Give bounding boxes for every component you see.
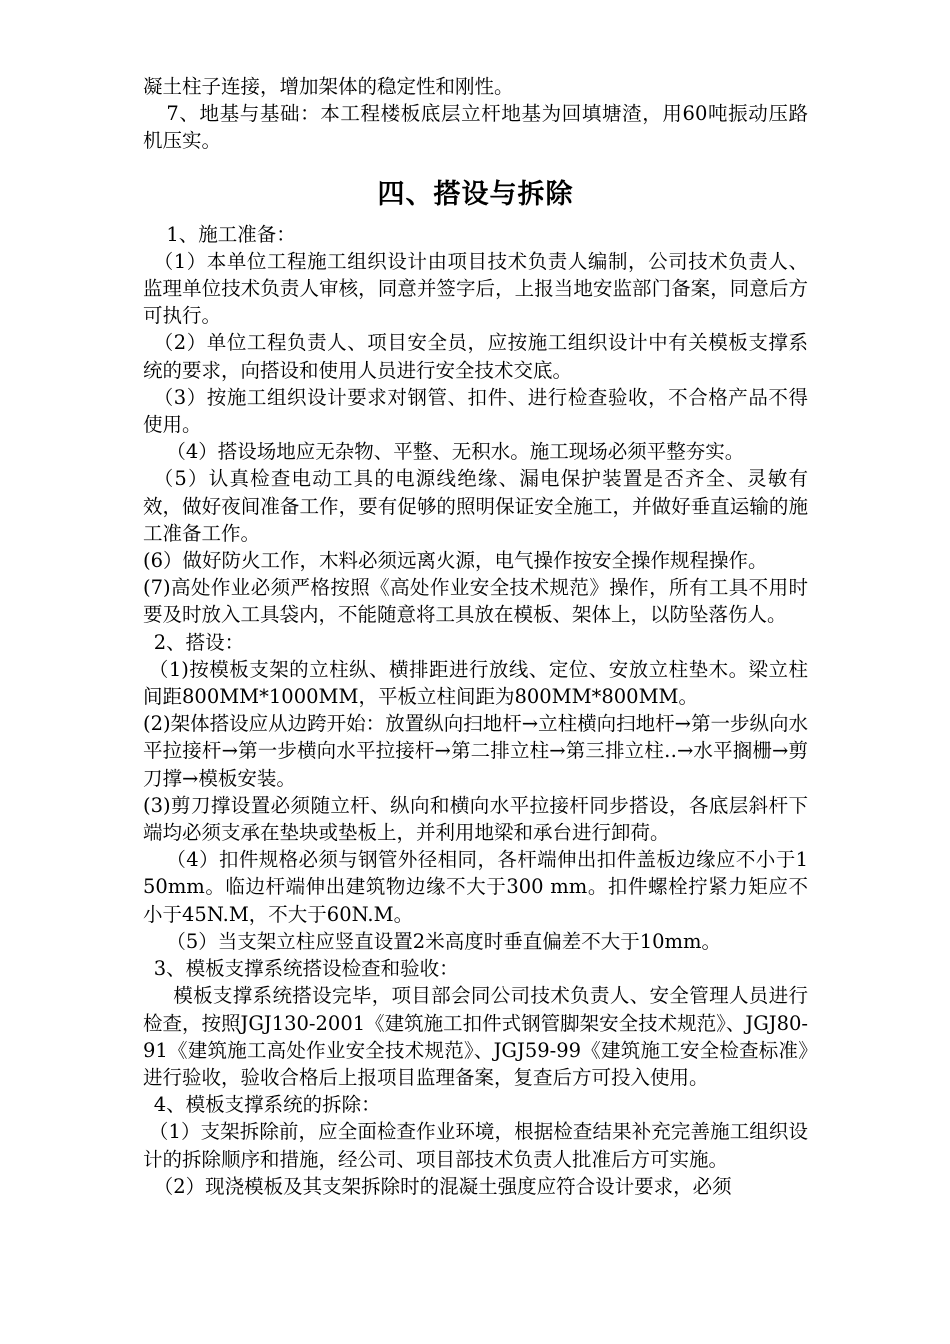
erect-item-1: （1)按模板支架的立柱纵、横排距进行放线、定位、安放立柱垫木。梁立柱间距800MM*1000MM，平板立柱间距为800MM*800MM。 — [143, 657, 808, 709]
inspect-body: 模板支撑系统搭设完毕，项目部会同公司技术负责人、安全管理人员进行检查，按照JGJ130-2001《建筑施工扣件式钢管脚架安全技术规范》、JGJ80-91《建筑施工高处作业安全技术规范》、JGJ59-99《建筑施工安全检查标准》进行验收，验收合格后上报项目监理备案，复查后方可投入使用。 — [143, 984, 809, 1089]
erect-item-5: （5）当支架立柱应竖直设置2米高度时垂直偏差不大于10mm。 — [166, 929, 721, 953]
prep-item-7: (7)高处作业必须严格按照《高处作业安全技术规范》操作，所有工具不用时要及时放入工具袋内，不能随意将工具放在模板、架体上，以防坠落伤人。 — [143, 576, 808, 627]
paragraph-foundation: 7、地基与基础：本工程楼板底层立杆地基为回填塘渣，用60吨振动压路机压实。 — [143, 102, 808, 153]
prep-item-3: （3）按施工组织设计要求对钢管、扣件、进行检查验收，不合格产品不得使用。 — [143, 385, 808, 437]
subsection-title-dismantle: 4、模板支撑系统的拆除： — [153, 1093, 381, 1117]
prep-item-5: （5）认真检查电动工具的电源线绝缘、漏电保护装置是否齐全、灵敏有效，做好夜间准备工作，要有促够的照明保证安全施工，并做好垂直运输的施工准备工作。 — [143, 467, 808, 545]
prep-item-6: (6）做好防火工作，木料必须远离火源，电气操作按安全操作规程操作。 — [143, 549, 768, 573]
erect-item-3: (3)剪刀撑设置必须随立杆、纵向和横向水平拉接杆同步搭设，各底层斜杆下端均必须支承在垫块或垫板上，并利用地梁和承台进行卸荷。 — [143, 793, 808, 845]
subsection-title-inspect: 3、模板支撑系统搭设检查和验收： — [153, 957, 459, 981]
prep-item-2: （2）单位工程负责人、项目安全员，应按施工组织设计中有关模板支撑系统的要求，向搭设和使用人员进行安全技术交底。 — [143, 331, 808, 382]
document-body — [143, 73, 808, 1200]
subsection-title-erect: 2、搭设： — [153, 630, 245, 654]
subsection-title-prep: 1、施工准备： — [166, 222, 296, 246]
prep-item-4: （4）搭设场地应无杂物、平整、无积水。施工现场必须平整夯实。 — [166, 440, 745, 464]
erect-item-2: (2)架体搭设应从边跨开始：放置纵向扫地杆→立柱横向扫地杆→第一步纵向水平拉接杆→第一步横向水平拉接杆→第二排立柱→第三排立柱‥→水平搁栅→剪刀撑→模板安装。 — [143, 712, 808, 790]
prep-item-1: （1）本单位工程施工组织设计由项目技术负责人编制，公司技术负责人、监理单位技术负责人审核，同意并签字后，上报当地安监部门备案，同意后方可执行。 — [143, 249, 808, 328]
dismantle-item-1: （1）支架拆除前，应全面检查作业环境，根据检查结果补充完善施工组织设计的拆除顺序和措施，经公司、项目部技术负责人批准后方可实施。 — [143, 1120, 808, 1171]
section-heading: 四、搭设与拆除 — [377, 178, 574, 210]
erect-item-4: （4）扣件规格必须与钢管外径相同，各杆端伸出扣件盖板边缘应不小于150mm。临边杆端伸出建筑物边缘不大于300 mm。扣件螺栓拧紧力矩应不小于45N.M，不大于60N.M。 — [143, 848, 808, 926]
dismantle-item-2: （2）现浇模板及其支架拆除时的混凝土强度应符合设计要求，必须 — [153, 1174, 732, 1198]
paragraph-continuation: 凝土柱子连接，增加架体的稳定性和刚性。 — [143, 75, 514, 98]
